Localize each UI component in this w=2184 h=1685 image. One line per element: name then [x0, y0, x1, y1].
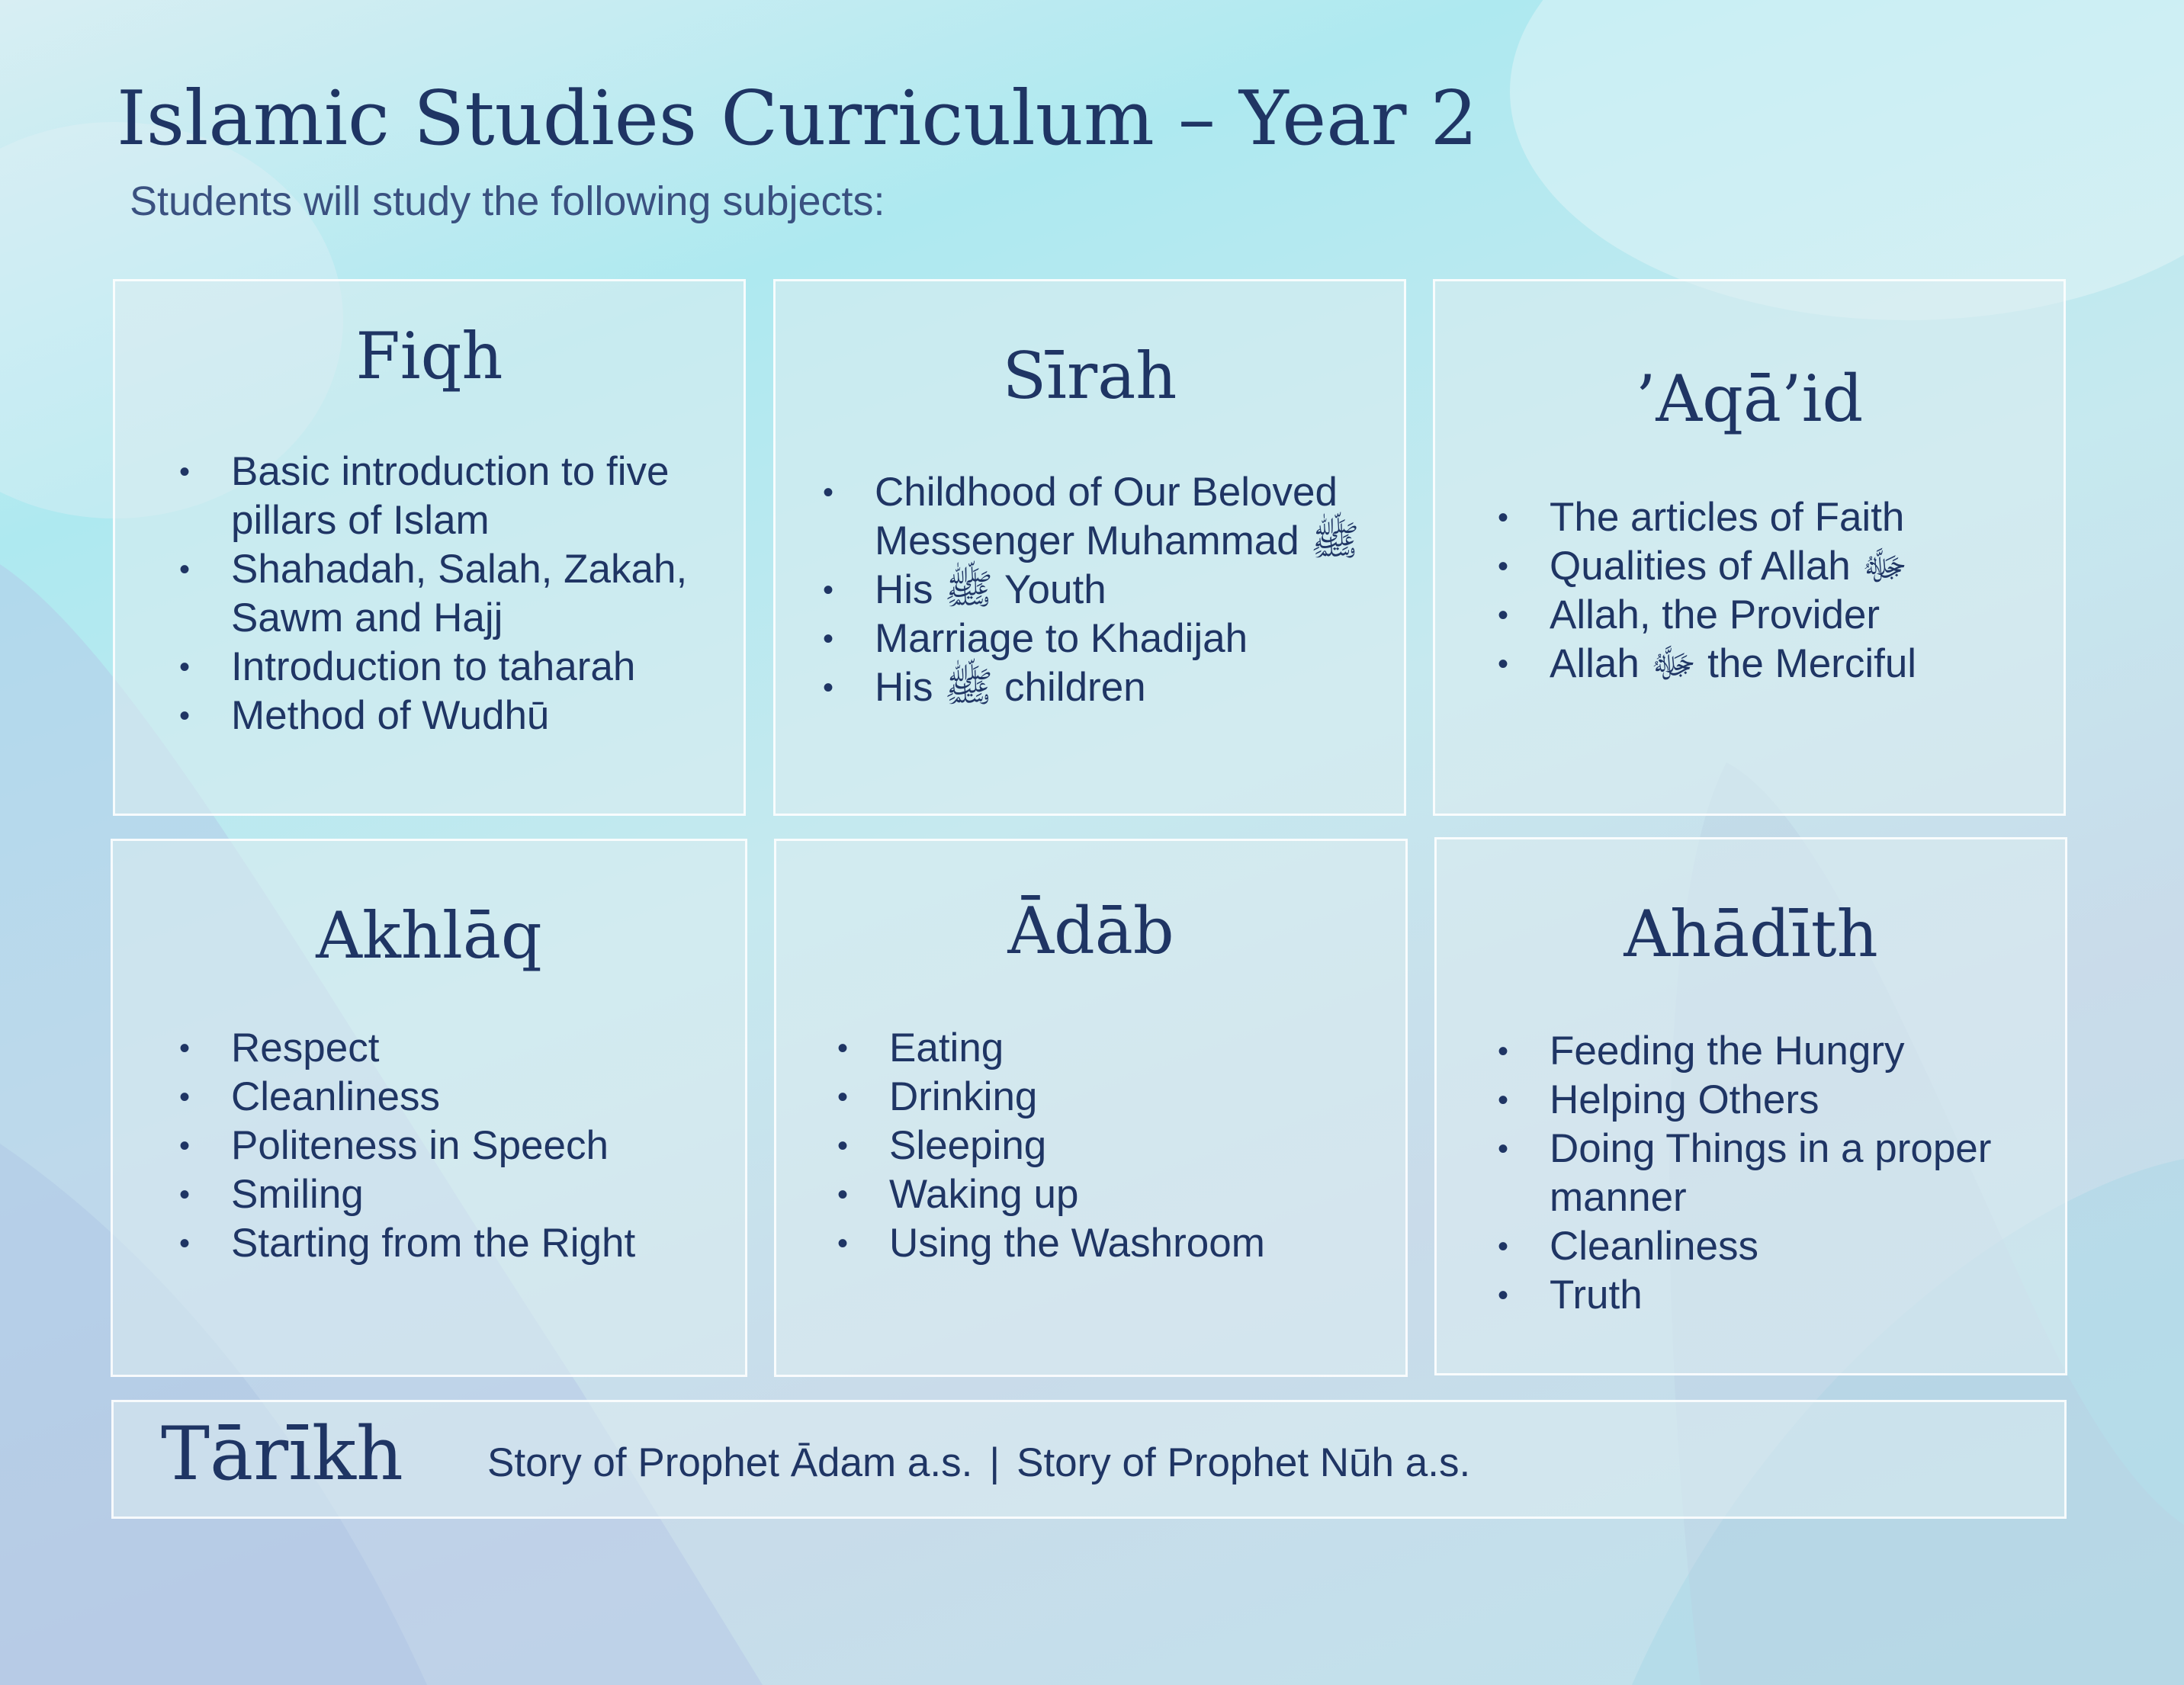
topic-item: • His ﷺ children: [823, 663, 1387, 712]
topic-item: • Respect: [179, 1024, 713, 1073]
subject-card-fiqh: [113, 279, 746, 816]
subject-topic-list: [837, 1024, 1386, 1268]
topic-item: • Doing Things in a proper manner: [1498, 1125, 2047, 1222]
tarikh-title: Tārīkh: [161, 1411, 403, 1497]
topic-item: • Allah ﷻ the Merciful: [1498, 640, 2047, 688]
subject-card-aqaid: [1433, 279, 2066, 816]
subject-title: Fiqh: [355, 319, 503, 393]
subject-title: Ādāb: [1007, 894, 1174, 968]
topic-item: • His ﷺ Youth: [823, 566, 1387, 615]
topic-item: • Introduction to taharah: [179, 643, 713, 692]
subject-card-sirah: [773, 279, 1406, 816]
tarikh-story-list: [487, 1439, 1470, 1488]
subject-topic-list: [1498, 1027, 2047, 1320]
subject-topic-list: [179, 448, 713, 740]
tarikh-story: Story of Prophet Ādam a.s.: [487, 1440, 973, 1485]
subject-card-akhlaq: [111, 839, 747, 1377]
subject-title: Sīrah: [1002, 339, 1177, 413]
topic-item: • Shahadah, Salah, Zakah, Sawm and Hajj: [179, 545, 713, 643]
topic-item: • Cleanliness: [179, 1073, 713, 1122]
topic-item: • Truth: [1498, 1271, 2047, 1320]
page-subtitle: Students will study the following subjects:: [130, 178, 885, 224]
topic-item: • Smiling: [179, 1170, 713, 1219]
subject-title: Ahādīth: [1624, 897, 1878, 971]
topic-item: • Qualities of Allah ﷻ: [1498, 542, 2047, 591]
topic-item: • Marriage to Khadijah: [823, 615, 1387, 663]
topic-item: • Politeness in Speech: [179, 1122, 713, 1170]
page-title: Islamic Studies Curriculum – Year 2: [117, 75, 1479, 162]
topic-item: • Using the Washroom: [837, 1219, 1386, 1268]
topic-item: • Waking up: [837, 1170, 1386, 1219]
tarikh-bar: [111, 1400, 2067, 1519]
topic-item: • Basic introduction to five pillars of Islam: [179, 448, 713, 545]
tarikh-story: Story of Prophet Nūh a.s.: [1017, 1440, 1471, 1485]
topic-item: • Drinking: [837, 1073, 1386, 1122]
topic-item: • Allah, the Provider: [1498, 591, 2047, 640]
subject-topic-list: [823, 468, 1387, 712]
topic-item: • Starting from the Right: [179, 1219, 713, 1268]
topic-item: • The articles of Faith: [1498, 493, 2047, 542]
subject-title: Akhlāq: [316, 898, 542, 973]
topic-item: • Feeding the Hungry: [1498, 1027, 2047, 1076]
topic-item: • Sleeping: [837, 1122, 1386, 1170]
topic-item: • Method of Wudhū: [179, 692, 713, 740]
subject-card-adab: [774, 839, 1408, 1377]
topic-item: • Eating: [837, 1024, 1386, 1073]
topic-item: • Helping Others: [1498, 1076, 2047, 1125]
topic-item: • Cleanliness: [1498, 1222, 2047, 1271]
subject-card-ahadith: [1434, 837, 2067, 1375]
subject-title: ’Aqā’id: [1635, 361, 1864, 436]
story-separator: |: [989, 1440, 1000, 1485]
topic-item: • Childhood of Our Beloved Messenger Muhammad ﷺ: [823, 468, 1387, 566]
subject-topic-list: [179, 1024, 713, 1268]
subject-topic-list: [1498, 493, 2047, 688]
